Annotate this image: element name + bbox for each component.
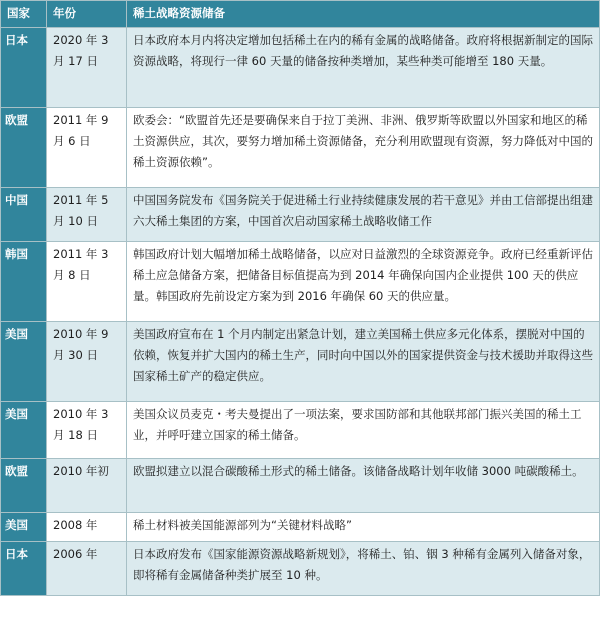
country-cell: 中国 — [1, 188, 47, 242]
year-cell: 2011 年 3 月 8 日 — [47, 242, 127, 322]
table-row — [1, 28, 600, 108]
table-row — [1, 322, 600, 402]
year-cell: 2020 年 3 月 17 日 — [47, 28, 127, 108]
year-cell: 2011 年 5 月 10 日 — [47, 188, 127, 242]
year-cell: 2010 年 3 月 18 日 — [47, 402, 127, 459]
country-cell: 日本 — [1, 28, 47, 108]
country-cell: 美国 — [1, 402, 47, 459]
table-row — [1, 542, 600, 596]
year-cell: 2008 年 — [47, 513, 127, 542]
content-cell: 韩国政府计划大幅增加稀土战略储备，以应对日益激烈的全球资源竞争。政府已经重新评估稀土应急储备方案，把储备目标值提高为到 2014 年确保向国内企业提供 100 天的供应量。韩国政府先前设定方案为到 2016 年确保 60 天的供应量。 — [127, 242, 600, 322]
content-cell: 中国国务院发布《国务院关于促进稀土行业持续健康发展的若干意见》并由工信部提出组建六大稀土集团的方案，中国首次启动国家稀土战略收储工作 — [127, 188, 600, 242]
year-cell: 2011 年 9 月 6 日 — [47, 108, 127, 188]
year-cell: 2010 年 9 月 30 日 — [47, 322, 127, 402]
table-row — [1, 402, 600, 459]
country-cell: 美国 — [1, 513, 47, 542]
country-cell: 欧盟 — [1, 108, 47, 188]
header-strategy: 稀土战略资源储备 — [127, 1, 600, 28]
content-cell: 美国政府宣布在 1 个月内制定出紧急计划，建立美国稀土供应多元化体系，摆脱对中国的依赖，恢复并扩大国内的稀土生产，同时向中国以外的国家提供资金与技术援助并取得这些国家稀土矿产的稳定供应。 — [127, 322, 600, 402]
content-cell: 日本政府发布《国家能源资源战略新规划》，将稀土、铂、铟 3 种稀有金属列入储备对象，即将稀有金属储备种类扩展至 10 种。 — [127, 542, 600, 596]
table-row — [1, 108, 600, 188]
content-cell: 稀土材料被美国能源部列为“关键材料战略” — [127, 513, 600, 542]
content-cell: 欧盟拟建立以混合碳酸稀土形式的稀土储备。该储备战略计划年收储 3000 吨碳酸稀土。 — [127, 459, 600, 513]
country-cell: 日本 — [1, 542, 47, 596]
table-row — [1, 459, 600, 513]
content-cell: 日本政府本月内将决定增加包括稀土在内的稀有金属的战略储备。政府将根据新制定的国际资源战略，将现行一律 60 天量的储备按种类增加，某些种类可能增至 180 天量。 — [127, 28, 600, 108]
content-cell: 美国众议员麦克・考夫曼提出了一项法案，要求国防部和其他联邦部门振兴美国的稀土工业，并呼吁建立国家的稀土储备。 — [127, 402, 600, 459]
table-row — [1, 242, 600, 322]
year-cell: 2010 年初 — [47, 459, 127, 513]
table-row — [1, 513, 600, 542]
country-cell: 韩国 — [1, 242, 47, 322]
country-cell: 欧盟 — [1, 459, 47, 513]
header-country: 国家 — [1, 1, 47, 28]
content-cell: 欧委会：“欧盟首先还是要确保来自于拉丁美洲、非洲、俄罗斯等欧盟以外国家和地区的稀土资源供应，其次，要努力增加稀土资源储备，充分利用欧盟现有资源，努力降低对中国的稀土资源依赖”。 — [127, 108, 600, 188]
year-cell: 2006 年 — [47, 542, 127, 596]
header-year: 年份 — [47, 1, 127, 28]
table-row — [1, 188, 600, 242]
country-cell: 美国 — [1, 322, 47, 402]
table-header-row — [1, 1, 600, 28]
